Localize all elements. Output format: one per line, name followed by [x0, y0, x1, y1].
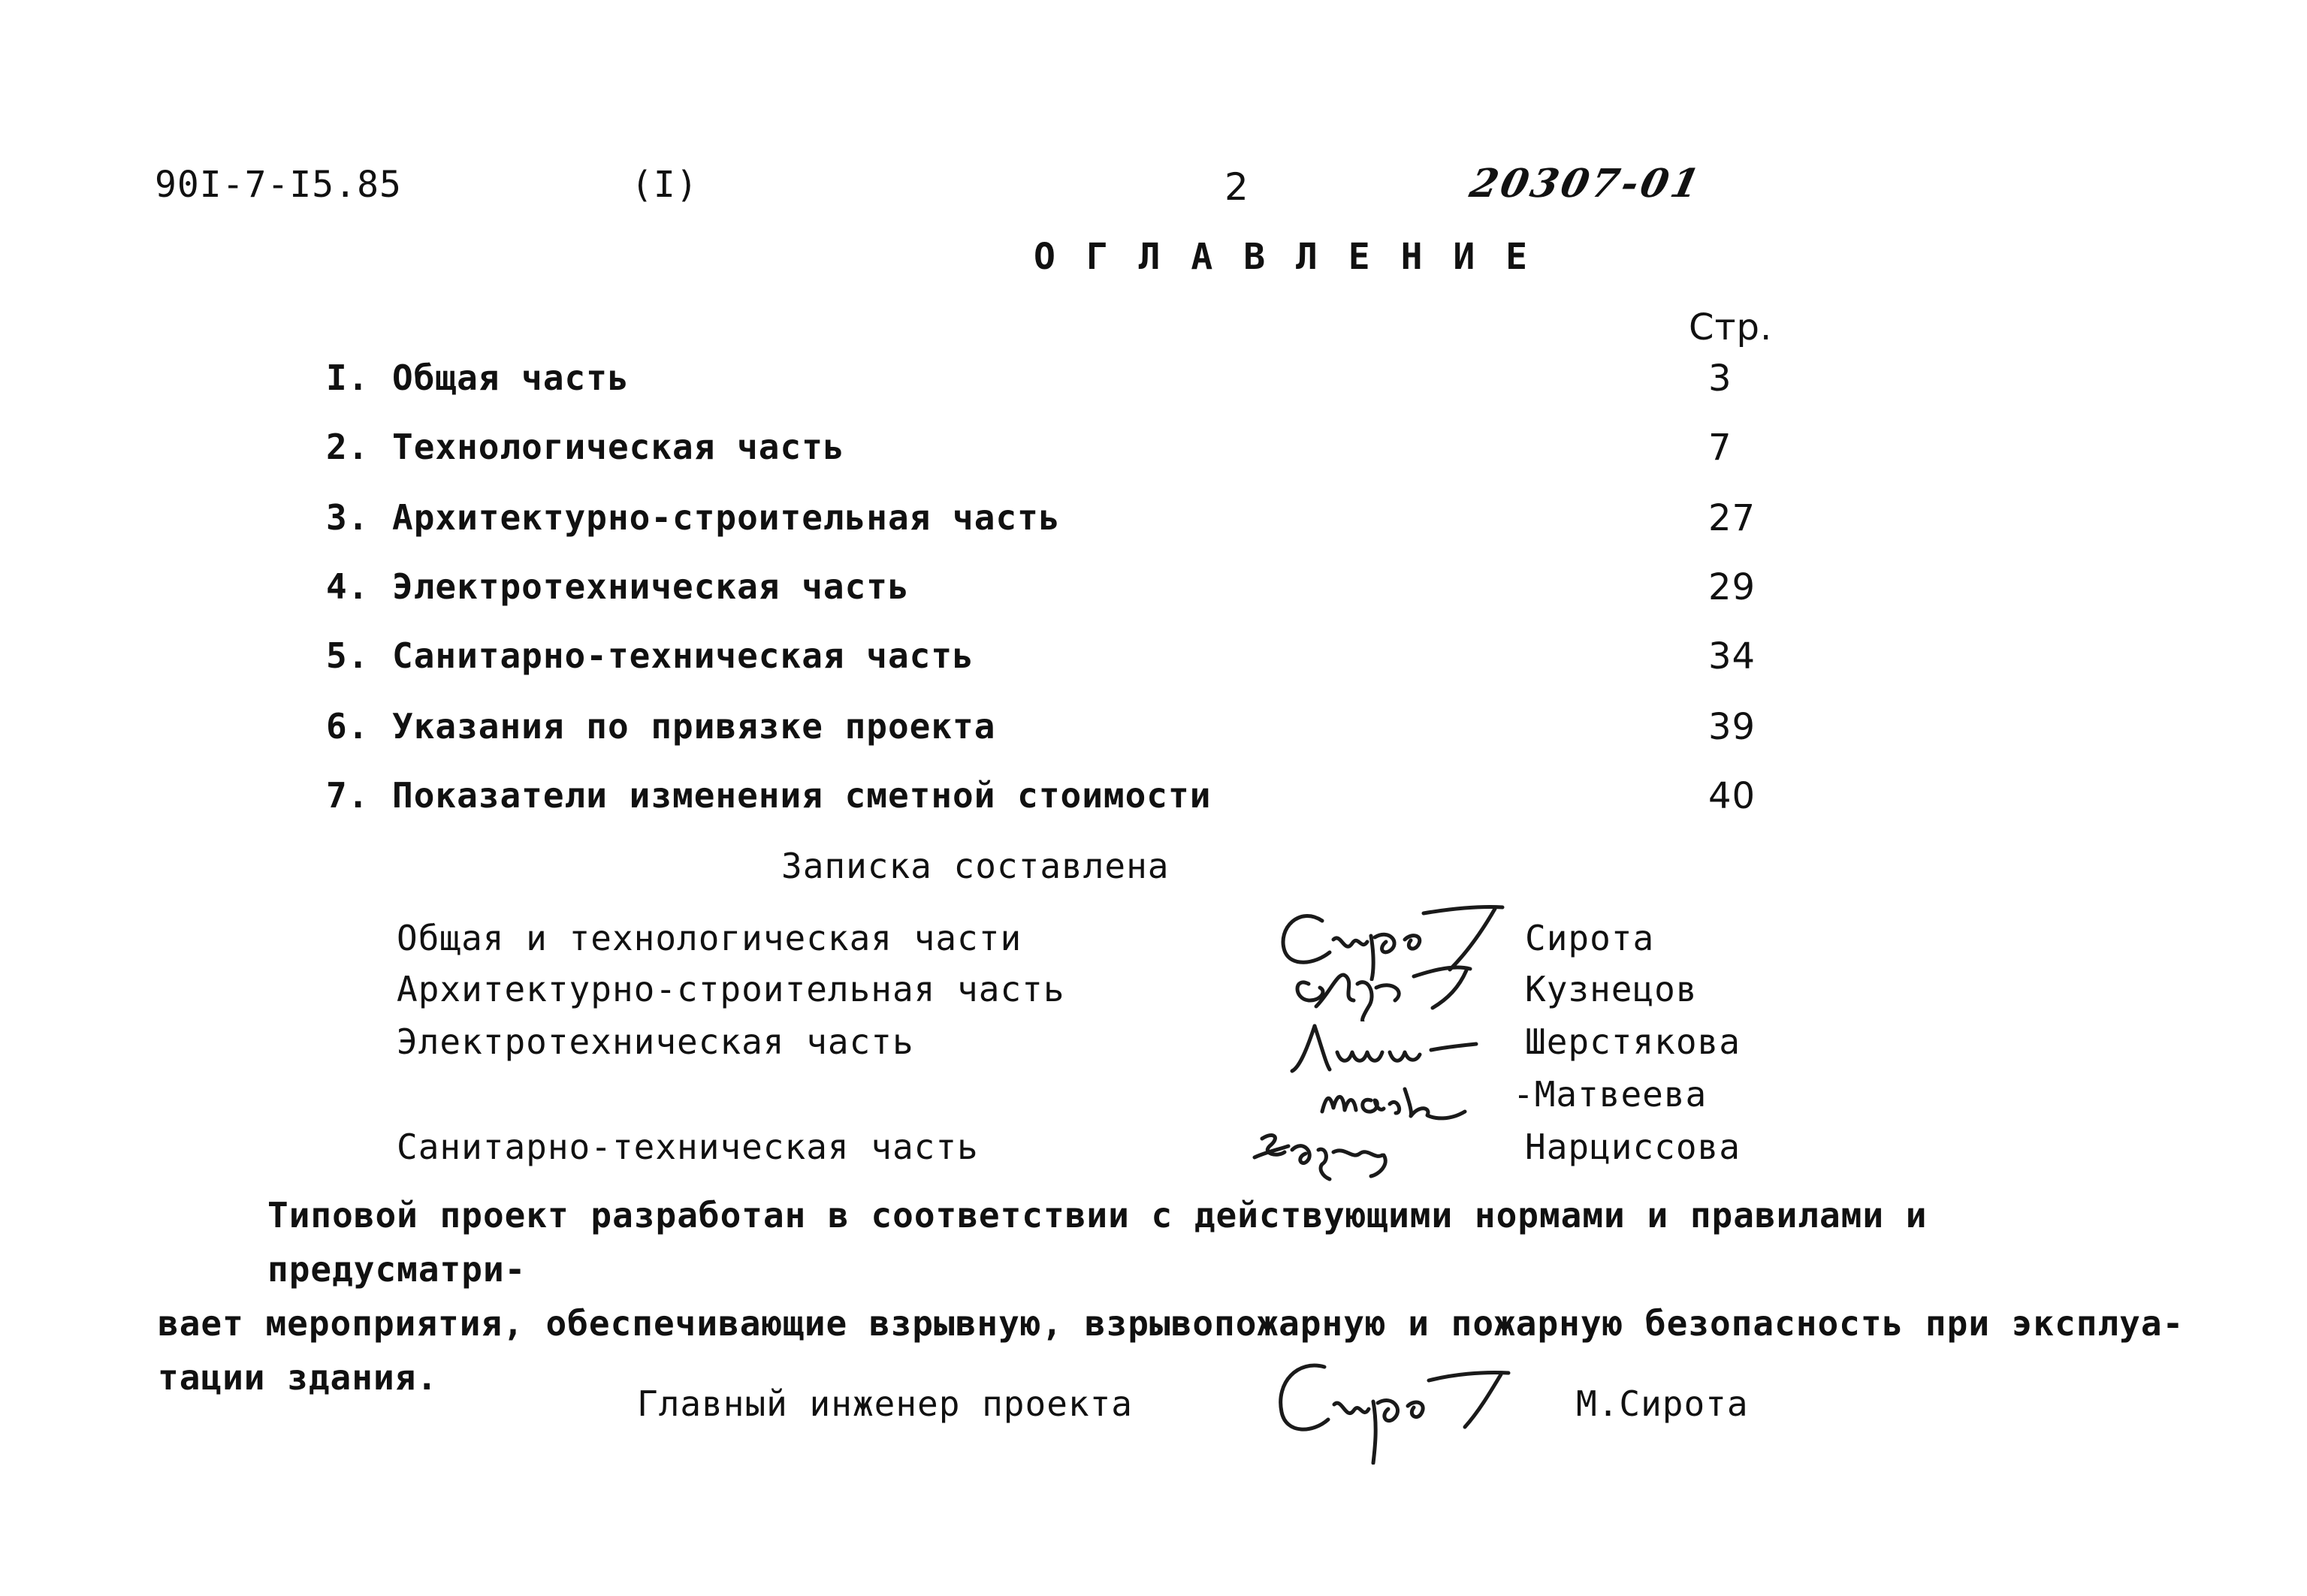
authors-heading: Записка составлена: [781, 846, 1170, 886]
toc-item-title: Архитектурно-строительная часть: [392, 497, 1061, 538]
author-section: Архитектурно-строительная часть: [397, 969, 1065, 1009]
toc-item-number: 2.: [326, 427, 370, 467]
toc-item-page: 40: [1708, 775, 1756, 817]
author-name: Шерстякова: [1525, 1021, 1741, 1062]
toc-item-title: Технологическая часть: [392, 427, 845, 467]
toc-item-title: Электротехническая часть: [392, 566, 910, 607]
toc-item-title: Показатели изменения сметной стоимости: [392, 775, 1212, 816]
toc-item-title: Санитарно-техническая часть: [392, 635, 974, 676]
toc-item-title: Общая часть: [392, 358, 630, 398]
toc-item-number: 6.: [326, 706, 370, 747]
toc-item-page: 34: [1708, 635, 1756, 677]
toc-item-number: 7.: [326, 775, 370, 816]
author-name: Сирота: [1525, 918, 1655, 958]
toc-item: [326, 775, 1791, 820]
signature-chief-engineer: [1268, 1352, 1516, 1465]
toc-item-page: 3: [1708, 358, 1732, 400]
author-row: [397, 969, 1824, 1014]
statement-line: вает мероприятия, обеспечивающие взрывную, взрывопожарную и пожарную безопасность при эксплуа-: [158, 1303, 2185, 1344]
toc-item-title: Указания по привязке проекта: [392, 706, 996, 747]
toc-page-column-label: Стр.: [1689, 306, 1773, 348]
toc-item: [326, 358, 1791, 403]
author-row: [397, 1127, 1824, 1172]
toc-item-number: 3.: [326, 497, 370, 538]
toc-item-number: 5.: [326, 635, 370, 676]
toc-item-page: 29: [1708, 566, 1756, 608]
author-section: Общая и технологическая части: [397, 918, 1022, 958]
author-row: [397, 918, 1824, 963]
toc-item: [326, 427, 1791, 472]
statement-line: Типовой проект разработан в соответствии с действующими нормами и правилами и предусматри-: [267, 1195, 1928, 1290]
page-title: О Г Л А В Л Е Н И Е: [1034, 236, 1532, 278]
signature-nartsissova: [1247, 1116, 1435, 1184]
statement-paragraph: [158, 1188, 2186, 1404]
toc-item: [326, 706, 1791, 751]
doc-code: 90I-7-I5.85: [155, 164, 402, 206]
toc-item-number: I.: [326, 358, 370, 398]
toc-item-number: 4.: [326, 566, 370, 607]
handwritten-archive-number: 20307-01: [1466, 161, 1707, 207]
statement-line: тации здания.: [158, 1357, 439, 1398]
author-section: Электротехническая часть: [397, 1021, 914, 1062]
toc-item: [326, 566, 1791, 611]
toc-item: [326, 497, 1791, 542]
author-name: Нарциссова: [1525, 1127, 1741, 1167]
author-name: -Матвеева: [1513, 1074, 1708, 1115]
toc-item-page: 27: [1708, 497, 1756, 539]
toc-item-page: 39: [1708, 706, 1756, 748]
page-number: 2: [1224, 165, 1249, 209]
author-name: Кузнецов: [1525, 969, 1698, 1009]
author-row: [397, 1074, 1824, 1119]
author-section: Санитарно-техническая часть: [397, 1127, 979, 1167]
chief-engineer-name: М.Сирота: [1576, 1383, 1749, 1424]
toc-item: [326, 635, 1791, 680]
chief-engineer-role: Главный инженер проекта: [637, 1383, 1133, 1424]
author-row: [397, 1021, 1824, 1067]
toc-item-page: 7: [1708, 427, 1732, 469]
part-number: (I): [631, 164, 699, 206]
